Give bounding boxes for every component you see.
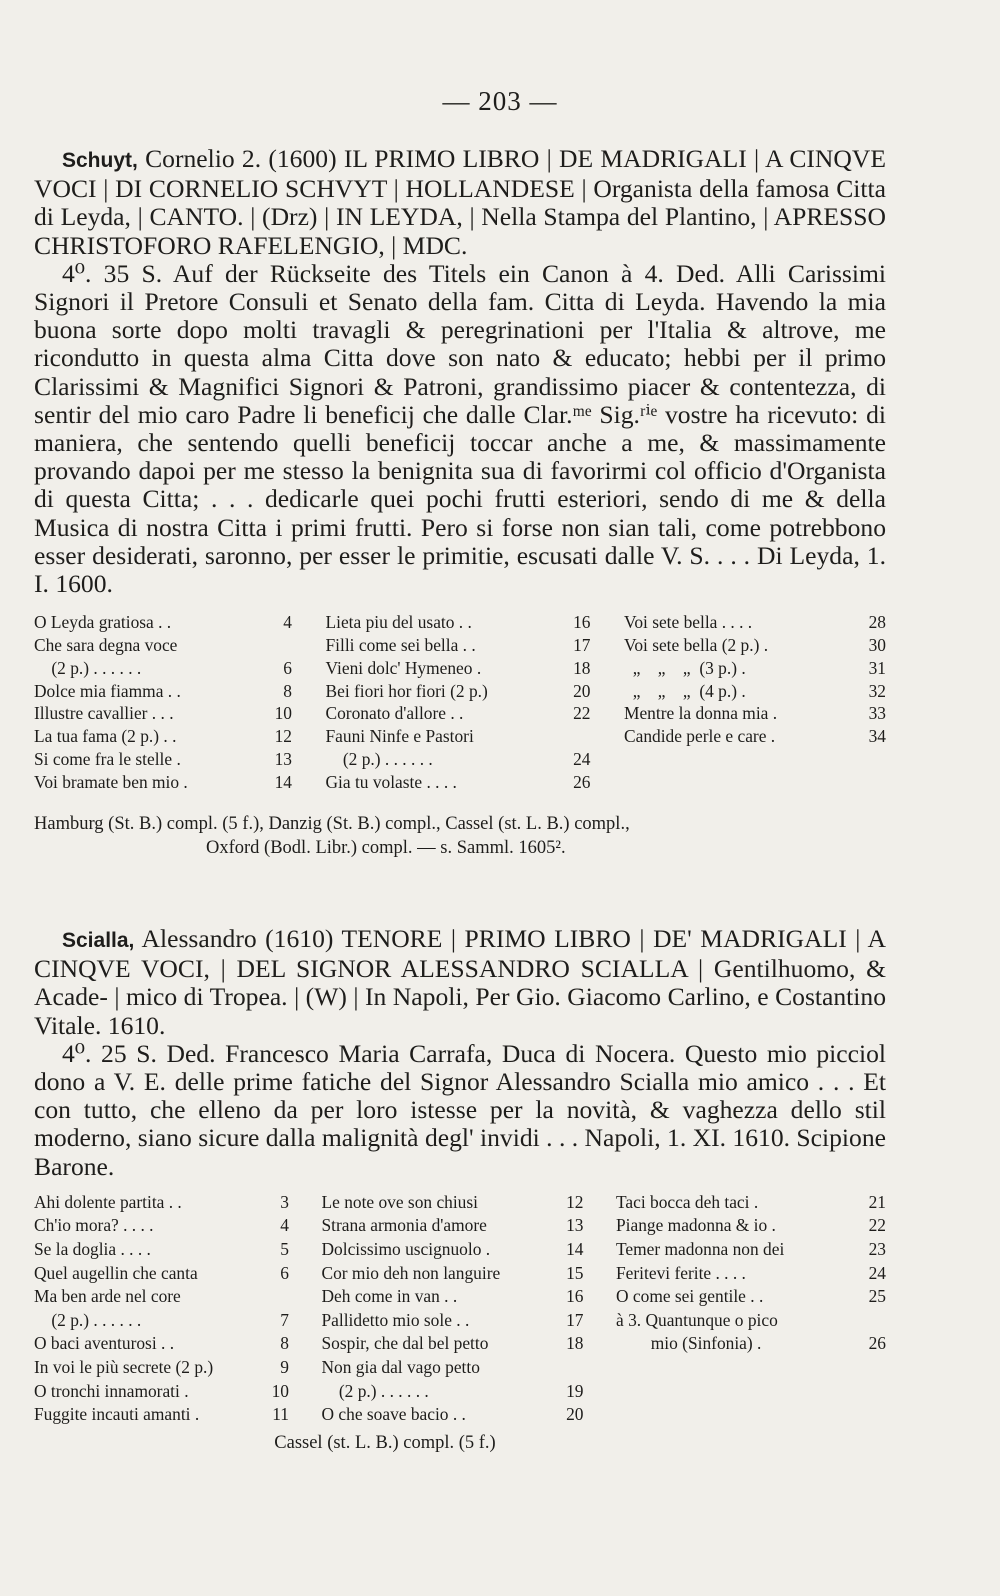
madrigal-title: Si come fra le stelle .	[34, 749, 181, 770]
contents-row	[34, 680, 292, 703]
contents-row	[322, 1262, 584, 1286]
contents-row	[326, 680, 591, 703]
contents-column	[326, 611, 591, 793]
page-ref: 32	[868, 680, 886, 701]
madrigal-title: O che soave bacio . .	[321, 1404, 466, 1425]
madrigal-title: Candide perle e care .	[624, 726, 776, 747]
madrigal-title: Piange madonna & io .	[616, 1215, 776, 1236]
page-ref: 19	[566, 1380, 584, 1401]
madrigal-title: O tronchi innamorati .	[34, 1380, 189, 1401]
madrigal-title	[624, 748, 860, 771]
contents-row	[34, 657, 292, 680]
page-ref: 8	[283, 680, 292, 701]
madrigal-title: Lieta piu del usato . .	[325, 612, 472, 633]
contents-row	[34, 1285, 289, 1309]
madrigal-title	[624, 771, 860, 794]
contents-row	[322, 1309, 584, 1333]
contents-row	[326, 748, 591, 771]
contents-row	[326, 611, 591, 634]
contents-row	[624, 771, 886, 794]
madrigal-title: In voi le più secrete (2 p.)	[34, 1356, 214, 1377]
contents-row	[34, 611, 292, 634]
contents-row	[624, 702, 886, 725]
madrigal-title: Taci bocca deh taci .	[616, 1191, 759, 1212]
madrigal-title: Non gia dal vago petto	[321, 1356, 480, 1377]
contents-row	[616, 1403, 886, 1427]
contents-row	[326, 702, 591, 725]
page-ref: 14	[274, 771, 292, 792]
contents-row	[322, 1380, 584, 1404]
contents-row	[322, 1214, 584, 1238]
page-ref	[860, 1309, 886, 1333]
contents-row	[34, 1191, 289, 1215]
page-ref: 26	[573, 771, 591, 792]
contents-row	[326, 725, 591, 748]
page-ref: 8	[280, 1333, 289, 1354]
page-ref: 24	[573, 749, 591, 770]
page-ref: 18	[566, 1333, 584, 1354]
page-ref: 28	[868, 612, 886, 633]
page-ref: 17	[566, 1309, 584, 1330]
contents-table	[34, 611, 886, 793]
madrigal-title: Bei fiori hor fiori (2 p.)	[325, 680, 488, 701]
madrigal-title: O baci aventurosi . .	[34, 1333, 175, 1354]
page-ref: 12	[566, 1191, 584, 1212]
madrigal-title: Cor mio deh non languire	[321, 1262, 501, 1283]
madrigal-title: Deh come in van . .	[321, 1286, 458, 1307]
madrigal-title: Ch'io mora? . . . .	[34, 1215, 154, 1236]
madrigal-title: Filli come sei bella . .	[325, 635, 476, 656]
page-ref: 3	[280, 1191, 289, 1212]
page-ref: 23	[868, 1239, 886, 1260]
catalog-entry-schuyt	[34, 145, 886, 860]
contents-row	[34, 1309, 289, 1333]
madrigal-title: Voi sete bella (2 p.) .	[624, 635, 769, 656]
page-ref: 22	[573, 703, 591, 724]
page-ref: 16	[566, 1286, 584, 1307]
madrigal-title: La tua fama (2 p.) . .	[34, 726, 177, 747]
page-ref	[266, 634, 292, 657]
madrigal-title: O come sei gentile . .	[616, 1286, 764, 1307]
page-ref	[860, 748, 886, 771]
madrigal-title: Dolce mia fiamma . .	[34, 680, 181, 701]
madrigal-title	[616, 1380, 860, 1404]
contents-row	[624, 634, 886, 657]
contents-column	[624, 611, 886, 793]
page-ref: 10	[271, 1380, 289, 1401]
madrigal-title: Strana armonia d'amore	[321, 1215, 487, 1236]
madrigal-title: Gia tu volaste . . . .	[325, 771, 457, 792]
contents-row	[624, 680, 886, 703]
madrigal-title: Sospir, che dal bel petto	[321, 1333, 489, 1354]
contents-row	[616, 1285, 886, 1309]
dedication-text: 4⁰. 25 S. Ded. Francesco Maria Carrafa, Duca di Nocera. Questo mio picciol dono a V. E. delle prime fatiche del Signor Alessandro Scialla mio amico . . . Et con tutto, che elleno da per loro istesse per la novità, & vaghezza dello stil moderno, siano sicure dalla malignità degl' invidi . . . Napoli, 1. XI. 1610. Scipione Barone.	[34, 1038, 886, 1181]
library-holdings	[34, 812, 886, 860]
page-ref: 30	[868, 635, 886, 656]
contents-row	[34, 725, 292, 748]
library-line: Hamburg (St. B.) compl. (5 f.), Danzig (St. B.) compl., Cassel (st. L. B.) compl.,	[34, 813, 630, 834]
contents-row	[616, 1309, 886, 1333]
page-ref: 20	[573, 680, 591, 701]
composer-name: Schuyt,	[62, 149, 138, 172]
catalog-entry-scialla	[34, 925, 886, 1454]
contents-row	[322, 1285, 584, 1309]
madrigal-title: Ma ben arde nel core	[34, 1286, 181, 1307]
page-ref: 5	[280, 1239, 289, 1260]
contents-row	[322, 1356, 584, 1380]
contents-row	[34, 1214, 289, 1238]
page-ref	[860, 1403, 886, 1427]
madrigal-title: Mentre la donna mia .	[624, 703, 778, 724]
page-ref	[860, 771, 886, 794]
contents-row	[616, 1191, 886, 1215]
library-holdings: Cassel (st. L. B.) compl. (5 f.)	[274, 1432, 496, 1453]
madrigal-title: Le note ove son chiusi	[321, 1191, 478, 1212]
madrigal-title: Voi bramate ben mio .	[34, 771, 188, 792]
entry-title-block	[34, 925, 886, 1181]
contents-row	[326, 771, 591, 794]
madrigal-title: Se la doglia . . . .	[34, 1239, 151, 1260]
contents-column	[34, 611, 292, 793]
contents-row	[616, 1332, 886, 1356]
contents-row	[616, 1356, 886, 1380]
page-ref	[558, 1356, 584, 1380]
page-ref: 10	[274, 703, 292, 724]
contents-row	[624, 657, 886, 680]
page-ref: 7	[280, 1309, 289, 1330]
contents-row	[34, 702, 292, 725]
contents-row	[322, 1238, 584, 1262]
page-ref: 22	[868, 1215, 886, 1236]
madrigal-title: Vieni dolc' Hymeneo .	[325, 657, 482, 678]
madrigal-title: „ „ „ (4 p.) .	[624, 680, 746, 701]
madrigal-title: Voi sete bella . . . .	[624, 612, 753, 633]
contents-row	[616, 1238, 886, 1262]
composer-name: Scialla,	[62, 929, 135, 952]
contents-row	[326, 657, 591, 680]
contents-row	[624, 611, 886, 634]
page-ref	[860, 1380, 886, 1404]
madrigal-title: (2 p.) . . . . . .	[321, 1380, 429, 1401]
page-ref: 24	[868, 1262, 886, 1283]
contents-column	[322, 1191, 584, 1427]
contents-row	[34, 1238, 289, 1262]
contents-row	[322, 1332, 584, 1356]
page-ref: 13	[274, 749, 292, 770]
title-description: Alessandro (1610) TENORE | PRIMO LIBRO | DE' MADRIGALI | A CINQVE VOCI, | DEL SIGNOR ALESSANDRO SCIALLA | Gentilhuomo, & Acade- | mico di Tropea. | (W) | In Napoli, Per Gio. Giacomo Carlino, e Costantino Vitale. 1610.	[34, 924, 886, 1040]
madrigal-title	[616, 1356, 860, 1380]
contents-row	[34, 1332, 289, 1356]
page-ref: 21	[868, 1191, 886, 1212]
page-ref: 6	[280, 1262, 289, 1283]
madrigal-title: (2 p.) . . . . . .	[34, 1309, 142, 1330]
contents-row	[34, 771, 292, 794]
madrigal-title: à 3. Quantunque o pico	[616, 1309, 778, 1330]
madrigal-title: Temer madonna non dei	[616, 1239, 785, 1260]
contents-row	[616, 1380, 886, 1404]
madrigal-title: Illustre cavallier . . .	[34, 703, 174, 724]
contents-row	[326, 634, 591, 657]
madrigal-title: Fauni Ninfe e Pastori	[325, 726, 474, 747]
page-ref: 31	[868, 657, 886, 678]
madrigal-title	[616, 1403, 860, 1427]
madrigal-title: Pallidetto mio sole . .	[321, 1309, 470, 1330]
madrigal-title: Fuggite incauti amanti .	[34, 1404, 200, 1425]
madrigal-title: O Leyda gratiosa . .	[34, 612, 172, 633]
page-ref: 25	[868, 1286, 886, 1307]
page-ref: 34	[868, 726, 886, 747]
page-ref: 17	[573, 635, 591, 656]
contents-row	[322, 1191, 584, 1215]
contents-row	[322, 1403, 584, 1427]
madrigal-title: Feritevi ferite . . . .	[616, 1262, 746, 1283]
madrigal-title: (2 p.) . . . . . .	[34, 657, 142, 678]
page-ref: 14	[566, 1239, 584, 1260]
page-ref: 11	[272, 1404, 289, 1425]
page-ref: 18	[573, 657, 591, 678]
page-ref: 26	[868, 1333, 886, 1354]
dedication-text: 4⁰. 35 S. Auf der Rückseite des Titels ein Canon à 4. Ded. Alli Carissimi Signori il Pretore Consuli et Senato della fam. Citta di Leyda. Havendo la mia buona sorte dopo molti travagli & peregrinationi per l'Italia & altrove, me ricondutto in questa alma Citta dove son nato & educato; hebbi per il primo Clarissimi & Magnifici Signori & Patroni, grandissimo piacer & contentezza, di sentir del mio caro Padre li beneficij che dalle Clar.ᵐᵉ Sig.ʳⁱᵉ vostre ha ricevuto: di maniera, che sentendo quelli beneficij toccar anche a me, & massimamente provando dapoi per me stesso la benignita sua di favorirmi col officio d'Organista di questa Citta; . . . dedicarle quei pochi frutti esteriori, sendo di me & della Musica di nostra Citta i primi frutti. Pero si forse non sian tali, come potrebbono esser desiderati, saronno, per esser le primitie, escusati dalle V. S. . . . Di Leyda, 1. I. 1600.	[34, 258, 886, 599]
contents-row	[34, 1380, 289, 1404]
contents-table	[34, 1191, 886, 1427]
page-number: — 203 —	[442, 86, 558, 116]
page-ref: 16	[573, 612, 591, 633]
page-ref: 13	[566, 1215, 584, 1236]
madrigal-title: Coronato d'allore . .	[325, 703, 464, 724]
page-ref	[263, 1285, 289, 1309]
contents-row	[624, 725, 886, 748]
title-description: Cornelio 2. (1600) IL PRIMO LIBRO | DE MADRIGALI | A CINQVE VOCI | DI CORNELIO SCHVYT | HOLLANDESE | Organista della famosa Citta di Leyda, | CANTO. | (Drz) | IN LEYDA, | Nella Stampa del Plantino, | APRESSO CHRISTOFORO RAFELENGIO, | MDC.	[34, 144, 886, 260]
page-ref: 20	[566, 1404, 584, 1425]
contents-row	[616, 1262, 886, 1286]
contents-row	[624, 748, 886, 771]
library-line: Oxford (Bodl. Libr.) compl. — s. Samml. 1605².	[206, 837, 566, 858]
contents-row	[34, 634, 292, 657]
page-ref: 33	[868, 703, 886, 724]
page-ref	[860, 1356, 886, 1380]
contents-column	[34, 1191, 289, 1427]
contents-column	[616, 1191, 886, 1427]
contents-row	[34, 1262, 289, 1286]
contents-row	[34, 1403, 289, 1427]
madrigal-title: Ahi dolente partita . .	[34, 1191, 182, 1212]
madrigal-title: mio (Sinfonia) .	[616, 1333, 762, 1354]
madrigal-title: Dolcissimo uscignuolo .	[321, 1239, 491, 1260]
madrigal-title: „ „ „ (3 p.) .	[624, 657, 746, 678]
contents-row	[616, 1214, 886, 1238]
page-ref: 9	[280, 1356, 289, 1377]
madrigal-title: (2 p.) . . . . . .	[325, 749, 433, 770]
page-ref: 12	[274, 726, 292, 747]
page-ref: 6	[283, 657, 292, 678]
page-ref: 4	[283, 612, 292, 633]
madrigal-title: Quel augellin che canta	[34, 1262, 198, 1283]
page-ref: 4	[280, 1215, 289, 1236]
page-ref	[565, 725, 591, 748]
contents-row	[34, 748, 292, 771]
contents-row	[34, 1356, 289, 1380]
madrigal-title: Che sara degna voce	[34, 635, 178, 656]
page-ref: 15	[566, 1262, 584, 1283]
entry-title-block	[34, 145, 886, 598]
